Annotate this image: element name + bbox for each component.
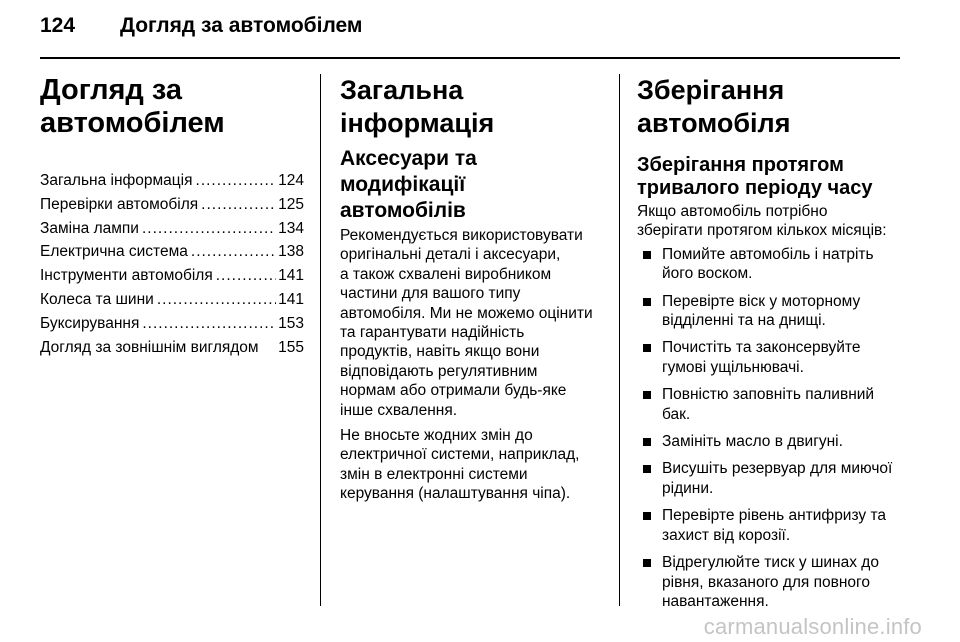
list-item (637, 245, 905, 284)
toc-entry-title: Буксирування (40, 314, 140, 332)
list-item (637, 506, 905, 545)
toc-leader-dots (196, 172, 277, 190)
toc-entry-title: Заміна лампи (40, 219, 139, 237)
text-line: Почистіть та законсервуйте (662, 339, 861, 357)
toc-leader-dots (157, 291, 276, 309)
bullet-square-icon (643, 438, 651, 446)
toc-entry-title: Електрична система (40, 243, 188, 261)
toc-leader-dots (201, 196, 276, 214)
bullet-square-icon (643, 465, 651, 473)
toc-entry-page: 141 (278, 267, 304, 285)
toc-entry[interactable] (40, 315, 304, 339)
toc-entry-title: Догляд за зовнішнім виглядом (40, 338, 259, 356)
text-line: а також схвалені виробником (340, 265, 552, 283)
text-line: рідини. (662, 479, 714, 497)
toc-entry[interactable] (40, 339, 304, 363)
text-line: продуктів, навіть якщо вони (340, 343, 540, 361)
toc-entry[interactable] (40, 220, 304, 244)
text-line: нормам або отримали будь-яке (340, 382, 567, 400)
paragraph (340, 226, 602, 420)
bullet-square-icon (643, 512, 651, 520)
text-line: його воском. (662, 265, 753, 283)
toc-leader-dots (142, 315, 276, 333)
toc-entry-page: 141 (278, 290, 304, 308)
toc-entry-page: 153 (278, 314, 304, 332)
toc-entry[interactable] (40, 243, 304, 267)
table-of-contents (40, 172, 304, 362)
toc-entry[interactable] (40, 172, 304, 196)
text-line: гумові ущільнювачі. (662, 358, 804, 376)
paragraph (340, 426, 602, 504)
list-item (637, 385, 905, 424)
list-item (637, 292, 905, 331)
column-divider-1 (320, 74, 321, 606)
text-line: Перевірте рівень антифризу та (662, 507, 887, 525)
subsection-title-line: автомобілів (340, 199, 466, 222)
text-line: Замініть масло в двигуні. (662, 433, 843, 451)
section-title: Зберігання автомобіля (637, 75, 791, 138)
page-header (40, 14, 362, 38)
toc-entry[interactable] (40, 291, 304, 315)
text-line: Якщо автомобіль потрібно (637, 203, 828, 220)
text-line: Перевірте віск у моторному (662, 292, 861, 310)
storage-column (637, 74, 905, 619)
toc-leader-dots (191, 243, 276, 261)
toc-entry[interactable] (40, 196, 304, 220)
text-line: Не вносьте жодних змін до (340, 427, 533, 445)
bullet-square-icon (643, 391, 651, 399)
list-item (637, 432, 905, 451)
general-info-column (340, 74, 602, 510)
text-line: бак. (662, 405, 691, 423)
toc-entry-title: Колеса та шини (40, 290, 154, 308)
header-rule (40, 57, 900, 59)
text-line: відповідають регулятивним (340, 362, 538, 380)
section-title: Загальна інформація (340, 75, 495, 138)
text-line: оригінальні деталі і аксесуари, (340, 246, 561, 264)
page-number: 124 (40, 14, 76, 37)
chapter-title-line: Догляд за (40, 74, 183, 106)
text-line: Висушіть резервуар для миючої (662, 460, 893, 478)
watermark: carmanualsonline.info (703, 614, 922, 639)
toc-entry-page: 134 (278, 219, 304, 237)
text-line: керування (налаштування чіпа). (340, 485, 571, 503)
text-line: інше схвалення. (340, 401, 458, 419)
chapter-column (40, 74, 304, 362)
text-line: електричної системи, наприклад, (340, 446, 580, 464)
text-line: відділенні та на днищі. (662, 312, 826, 330)
toc-leader-dots (142, 220, 276, 238)
subsection-title-line: Зберігання протягом (637, 154, 844, 176)
bullet-square-icon (643, 251, 651, 259)
storage-checklist (637, 245, 905, 612)
list-item (637, 338, 905, 377)
subsection-title (340, 146, 602, 224)
running-title: Догляд за автомобілем (120, 14, 363, 37)
text-line: частини для вашого типу (340, 285, 521, 303)
toc-entry-page: 155 (278, 338, 304, 356)
text-line: Відрегулюйте тиск у шинах до (662, 554, 879, 572)
toc-leader-dots (216, 267, 276, 285)
chapter-title-line: автомобілем (40, 107, 225, 139)
toc-entry-page: 124 (278, 172, 304, 189)
text-line: Повністю заповніть паливний (662, 386, 875, 404)
bullet-square-icon (643, 298, 651, 306)
toc-entry-title: Перевірки автомобіля (40, 195, 199, 213)
text-line: та гарантувати надійність (340, 324, 525, 342)
chapter-title (40, 74, 304, 140)
toc-entry-title: Загальна інформація (40, 172, 193, 189)
paragraph (637, 202, 905, 241)
text-line: навантаження. (662, 592, 769, 610)
text-line: Рекомендується використовувати (340, 227, 583, 244)
bullet-square-icon (643, 344, 651, 352)
bullet-square-icon (643, 559, 651, 567)
toc-entry-page: 138 (278, 243, 304, 261)
text-line: захист від корозії. (662, 526, 791, 544)
text-line: Помийте автомобіль і натріть (662, 245, 874, 263)
subsection-title-line: тривалого періоду часу (637, 177, 873, 199)
text-line: рівня, вказаного для повного (662, 573, 870, 591)
subsection-title (637, 154, 905, 200)
toc-entry-page: 125 (278, 195, 304, 213)
text-line: автомобіля. Ми не можемо оцінити (340, 304, 593, 322)
list-item (637, 459, 905, 498)
toc-entry[interactable] (40, 267, 304, 291)
column-divider-2 (619, 74, 620, 606)
text-line: зберігати протягом кількох місяців: (637, 222, 887, 240)
subsection-title-line: Аксесуари та модифікації (340, 147, 477, 196)
text-line: змін в електронні системи (340, 465, 528, 483)
toc-entry-title: Інструменти автомобіля (40, 267, 213, 285)
list-item (637, 553, 905, 611)
